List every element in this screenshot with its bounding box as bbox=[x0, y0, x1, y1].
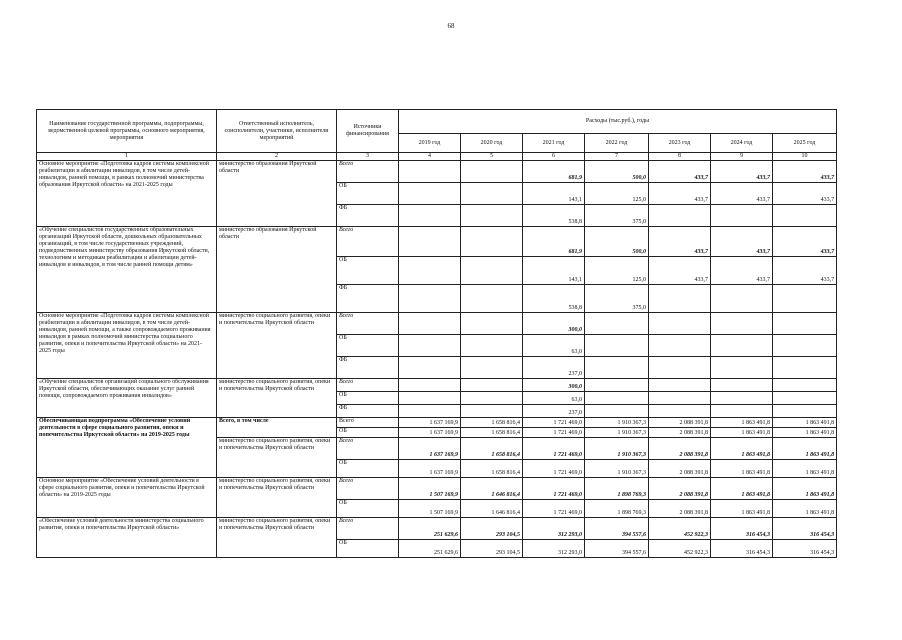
value-cell: 1 863 491,8 bbox=[711, 500, 773, 518]
value-cell bbox=[399, 313, 461, 335]
value-cell bbox=[711, 392, 773, 405]
value-cell bbox=[711, 335, 773, 357]
activity-name: «Обучение специалистов государственных образовательных организаций Иркутской области, дошкольных образовательных организаций, в том числе государственных учреждений, подведомственных министерству образования Иркутской области, технологиям и методикам реабилитации и абилитации детей-инвалидов и инвалидов, в том числе ранней помощи детям» bbox=[37, 227, 217, 313]
value-cell bbox=[399, 335, 461, 357]
source-cell: Всего bbox=[337, 518, 399, 540]
column-number: 1 bbox=[37, 153, 217, 161]
value-cell: 500,0 bbox=[585, 227, 649, 257]
value-cell bbox=[773, 357, 837, 379]
value-cell bbox=[649, 335, 711, 357]
value-cell: 1 658 816,4 bbox=[461, 418, 523, 428]
value-cell: 433,7 bbox=[649, 257, 711, 285]
value-cell bbox=[773, 335, 837, 357]
value-cell: 300,0 bbox=[523, 379, 585, 392]
value-cell bbox=[649, 357, 711, 379]
value-cell bbox=[649, 392, 711, 405]
value-cell: 1 863 491,8 bbox=[711, 418, 773, 428]
value-cell: 452 922,3 bbox=[649, 518, 711, 540]
value-cell bbox=[585, 313, 649, 335]
value-cell bbox=[461, 313, 523, 335]
value-cell: 394 557,6 bbox=[585, 540, 649, 558]
value-cell: 1 863 491,8 bbox=[711, 428, 773, 438]
value-cell: 433,7 bbox=[649, 183, 711, 205]
header-executor: Ответственный исполнитель, соисполнители, участники, исполнители мероприятий bbox=[217, 110, 337, 153]
source-cell: Всего bbox=[337, 478, 399, 500]
value-cell bbox=[649, 285, 711, 313]
executor: министерство социального развития, опеки и попечительства Иркутской области bbox=[217, 379, 337, 418]
value-cell: 433,7 bbox=[711, 227, 773, 257]
value-cell: 1 863 491,8 bbox=[711, 478, 773, 500]
source-cell: Всего bbox=[337, 227, 399, 257]
value-cell bbox=[649, 379, 711, 392]
executor: министерство социального развития, опеки и попечительства Иркутской области bbox=[217, 438, 337, 478]
value-cell: 125,0 bbox=[585, 257, 649, 285]
header-name: Наименование государственной программы, подпрограммы, ведомственной целевой программы, основного мероприятия, мероприятия bbox=[37, 110, 217, 153]
value-cell: 1 646 816,4 bbox=[461, 500, 523, 518]
value-cell bbox=[773, 392, 837, 405]
value-cell: 1 721 469,0 bbox=[523, 418, 585, 428]
value-cell: 143,1 bbox=[523, 183, 585, 205]
value-cell bbox=[461, 257, 523, 285]
value-cell: 1 658 816,4 bbox=[461, 460, 523, 478]
value-cell: 433,7 bbox=[711, 161, 773, 183]
value-cell bbox=[399, 183, 461, 205]
value-cell: 251 629,6 bbox=[399, 540, 461, 558]
value-cell bbox=[399, 227, 461, 257]
value-cell bbox=[461, 183, 523, 205]
source-cell: ФБ bbox=[337, 205, 399, 227]
value-cell bbox=[773, 379, 837, 392]
value-cell: 433,7 bbox=[773, 183, 837, 205]
value-cell: 1 863 491,8 bbox=[773, 500, 837, 518]
value-cell: 375,0 bbox=[585, 285, 649, 313]
value-cell bbox=[399, 405, 461, 418]
activity-name: Основное мероприятие «Подготовка кадров системы комплексной реабилитации и абилитации инвалидов, в том числе детей-инвалидов, ранней помощи, а также сопровождаемого проживания инвалидов в рамках полномочий министерства социального развития, опеки и попечительства Иркутской области» на 2021-2025 годы bbox=[37, 313, 217, 379]
value-cell: 2 088 391,8 bbox=[649, 438, 711, 460]
source-cell: ОБ bbox=[337, 335, 399, 357]
value-cell bbox=[399, 257, 461, 285]
header-expenses: Расходы (тыс.руб.), годы bbox=[399, 110, 837, 134]
source-cell: ОБ bbox=[337, 540, 399, 558]
value-cell: 433,7 bbox=[711, 257, 773, 285]
value-cell bbox=[585, 335, 649, 357]
source-cell: ОБ bbox=[337, 392, 399, 405]
header-year: 2019 год bbox=[399, 134, 461, 153]
value-cell bbox=[461, 285, 523, 313]
value-cell: 1 721 469,0 bbox=[523, 428, 585, 438]
value-cell: 2 088 391,8 bbox=[649, 428, 711, 438]
source-cell: ФБ bbox=[337, 357, 399, 379]
value-cell: 433,7 bbox=[773, 257, 837, 285]
value-cell: 681,9 bbox=[523, 161, 585, 183]
value-cell bbox=[711, 379, 773, 392]
value-cell bbox=[711, 205, 773, 227]
source-cell: ФБ bbox=[337, 285, 399, 313]
value-cell: 433,7 bbox=[649, 161, 711, 183]
value-cell: 1 863 491,8 bbox=[773, 460, 837, 478]
activity-name: «Обеспечение условий деятельности министерства социального развития, опеки и попечительства Иркутской области» bbox=[37, 518, 217, 558]
value-cell: 1 637 169,9 bbox=[399, 438, 461, 460]
value-cell bbox=[711, 313, 773, 335]
value-cell: 1 507 169,9 bbox=[399, 478, 461, 500]
value-cell: 538,8 bbox=[523, 205, 585, 227]
source-cell: ОБ bbox=[337, 500, 399, 518]
source-cell: ОБ bbox=[337, 183, 399, 205]
value-cell bbox=[585, 392, 649, 405]
page-number: 68 bbox=[447, 22, 455, 30]
source-cell: Всего bbox=[337, 313, 399, 335]
value-cell bbox=[585, 405, 649, 418]
source-cell: Всего bbox=[337, 418, 399, 428]
value-cell bbox=[399, 285, 461, 313]
value-cell: 300,0 bbox=[523, 313, 585, 335]
value-cell: 681,9 bbox=[523, 227, 585, 257]
value-cell: 2 088 391,8 bbox=[649, 418, 711, 428]
value-cell bbox=[461, 227, 523, 257]
value-cell bbox=[773, 313, 837, 335]
column-number: 10 bbox=[773, 153, 837, 161]
value-cell bbox=[711, 357, 773, 379]
value-cell: 1 910 367,3 bbox=[585, 460, 649, 478]
value-cell bbox=[585, 379, 649, 392]
executor: министерство социального развития, опеки и попечительства Иркутской области bbox=[217, 518, 337, 558]
value-cell: 1 898 769,3 bbox=[585, 500, 649, 518]
value-cell: 237,0 bbox=[523, 405, 585, 418]
value-cell: 375,0 bbox=[585, 205, 649, 227]
value-cell: 1 637 169,9 bbox=[399, 428, 461, 438]
value-cell bbox=[461, 205, 523, 227]
value-cell: 538,8 bbox=[523, 285, 585, 313]
value-cell bbox=[461, 161, 523, 183]
column-number: 6 bbox=[523, 153, 585, 161]
source-cell: ФБ bbox=[337, 405, 399, 418]
value-cell: 312 293,0 bbox=[523, 518, 585, 540]
value-cell: 293 104,5 bbox=[461, 540, 523, 558]
value-cell: 1 863 491,8 bbox=[711, 460, 773, 478]
value-cell: 1 863 491,8 bbox=[773, 438, 837, 460]
value-cell: 1 721 469,0 bbox=[523, 438, 585, 460]
value-cell: 316 454,3 bbox=[711, 540, 773, 558]
value-cell: 1 646 816,4 bbox=[461, 478, 523, 500]
value-cell: 2 088 391,8 bbox=[649, 460, 711, 478]
value-cell bbox=[773, 405, 837, 418]
header-year: 2024 год bbox=[711, 134, 773, 153]
value-cell: 1 898 769,3 bbox=[585, 478, 649, 500]
value-cell: 394 557,6 bbox=[585, 518, 649, 540]
value-cell bbox=[399, 357, 461, 379]
value-cell: 1 721 469,0 bbox=[523, 478, 585, 500]
activity-name: Основное мероприятие «Подготовка кадров системы комплексной реабилитации и абилитации инвалидов, в том числе детей-инвалидов, ранней помощи, в рамках полномочий министерства образования Иркутской области» на 2021-2025 годы bbox=[37, 161, 217, 227]
activity-name: Основное мероприятие «Обеспечение условий деятельности в сфере социального развития, опеки и попечительства Иркутской области» на 2019-2025 годы bbox=[37, 478, 217, 518]
value-cell bbox=[461, 392, 523, 405]
value-cell bbox=[649, 205, 711, 227]
value-cell: 316 454,3 bbox=[773, 518, 837, 540]
source-cell: Всего bbox=[337, 438, 399, 460]
budget-table bbox=[36, 109, 837, 558]
value-cell: 433,7 bbox=[711, 183, 773, 205]
header-year: 2020 год bbox=[461, 134, 523, 153]
value-cell: 500,0 bbox=[585, 161, 649, 183]
value-cell: 1 721 469,0 bbox=[523, 500, 585, 518]
column-number: 4 bbox=[399, 153, 461, 161]
value-cell: 63,0 bbox=[523, 335, 585, 357]
source-cell: ОБ bbox=[337, 460, 399, 478]
value-cell: 433,7 bbox=[649, 227, 711, 257]
value-cell bbox=[461, 357, 523, 379]
column-number: 5 bbox=[461, 153, 523, 161]
value-cell: 1 507 169,9 bbox=[399, 500, 461, 518]
value-cell: 1 863 491,8 bbox=[773, 478, 837, 500]
value-cell bbox=[399, 161, 461, 183]
value-cell: 452 922,3 bbox=[649, 540, 711, 558]
value-cell bbox=[773, 285, 837, 313]
value-cell: 1 910 367,3 bbox=[585, 428, 649, 438]
value-cell bbox=[399, 379, 461, 392]
value-cell bbox=[461, 405, 523, 418]
value-cell: 433,7 bbox=[773, 161, 837, 183]
value-cell bbox=[649, 313, 711, 335]
source-cell: ОБ bbox=[337, 257, 399, 285]
value-cell bbox=[585, 357, 649, 379]
value-cell: 1 910 367,3 bbox=[585, 418, 649, 428]
executor: министерство образования Иркутской области bbox=[217, 227, 337, 313]
value-cell: 1 910 367,3 bbox=[585, 438, 649, 460]
value-cell bbox=[649, 405, 711, 418]
value-cell: 143,1 bbox=[523, 257, 585, 285]
value-cell: 125,0 bbox=[585, 183, 649, 205]
header-year: 2025 год bbox=[773, 134, 837, 153]
column-number: 8 bbox=[649, 153, 711, 161]
value-cell bbox=[399, 392, 461, 405]
executor: министерство социального развития, опеки и попечительства Иркутской области bbox=[217, 478, 337, 518]
value-cell bbox=[461, 335, 523, 357]
value-cell: 316 454,3 bbox=[773, 540, 837, 558]
value-cell bbox=[399, 205, 461, 227]
source-cell: Всего bbox=[337, 379, 399, 392]
column-number: 3 bbox=[337, 153, 399, 161]
value-cell: 1 863 491,8 bbox=[773, 428, 837, 438]
program-name: Обеспечивающая подпрограмма «Обеспечение условий деятельности в сфере социального развития, опеки и попечительства Иркутской области» на 2019-2025 годы bbox=[37, 418, 217, 478]
header-year: 2022 год bbox=[585, 134, 649, 153]
column-number: 2 bbox=[217, 153, 337, 161]
source-cell: Всего bbox=[337, 161, 399, 183]
executor: министерство социального развития, опеки и попечительства Иркутской области bbox=[217, 313, 337, 379]
value-cell: 433,7 bbox=[773, 227, 837, 257]
value-cell: 251 629,6 bbox=[399, 518, 461, 540]
value-cell: 1 637 169,9 bbox=[399, 418, 461, 428]
value-cell bbox=[773, 205, 837, 227]
value-cell: 2 088 391,8 bbox=[649, 478, 711, 500]
value-cell: 1 658 816,4 bbox=[461, 428, 523, 438]
executor-total: Всего, в том числе bbox=[217, 418, 337, 438]
value-cell: 1 863 491,8 bbox=[711, 438, 773, 460]
value-cell: 1 637 169,9 bbox=[399, 460, 461, 478]
executor: министерство образования Иркутской области bbox=[217, 161, 337, 227]
value-cell bbox=[711, 285, 773, 313]
value-cell: 293 104,5 bbox=[461, 518, 523, 540]
column-number: 7 bbox=[585, 153, 649, 161]
activity-name: «Обучение специалистов организаций социального обслуживания Иркутской области, обеспечивающих оказание услуг ранней помощи, сопровождаемого проживания инвалидов» bbox=[37, 379, 217, 418]
source-cell: ОБ bbox=[337, 428, 399, 438]
value-cell: 2 088 391,8 bbox=[649, 500, 711, 518]
value-cell: 63,0 bbox=[523, 392, 585, 405]
value-cell: 1 863 491,8 bbox=[773, 418, 837, 428]
header-sources: Источники финансирования bbox=[337, 110, 399, 153]
header-year: 2023 год bbox=[649, 134, 711, 153]
value-cell bbox=[711, 405, 773, 418]
value-cell: 237,0 bbox=[523, 357, 585, 379]
column-number: 9 bbox=[711, 153, 773, 161]
value-cell: 1 658 816,4 bbox=[461, 438, 523, 460]
value-cell: 1 721 469,0 bbox=[523, 460, 585, 478]
value-cell bbox=[461, 379, 523, 392]
value-cell: 312 293,0 bbox=[523, 540, 585, 558]
value-cell: 316 454,3 bbox=[711, 518, 773, 540]
header-year: 2021 год bbox=[523, 134, 585, 153]
